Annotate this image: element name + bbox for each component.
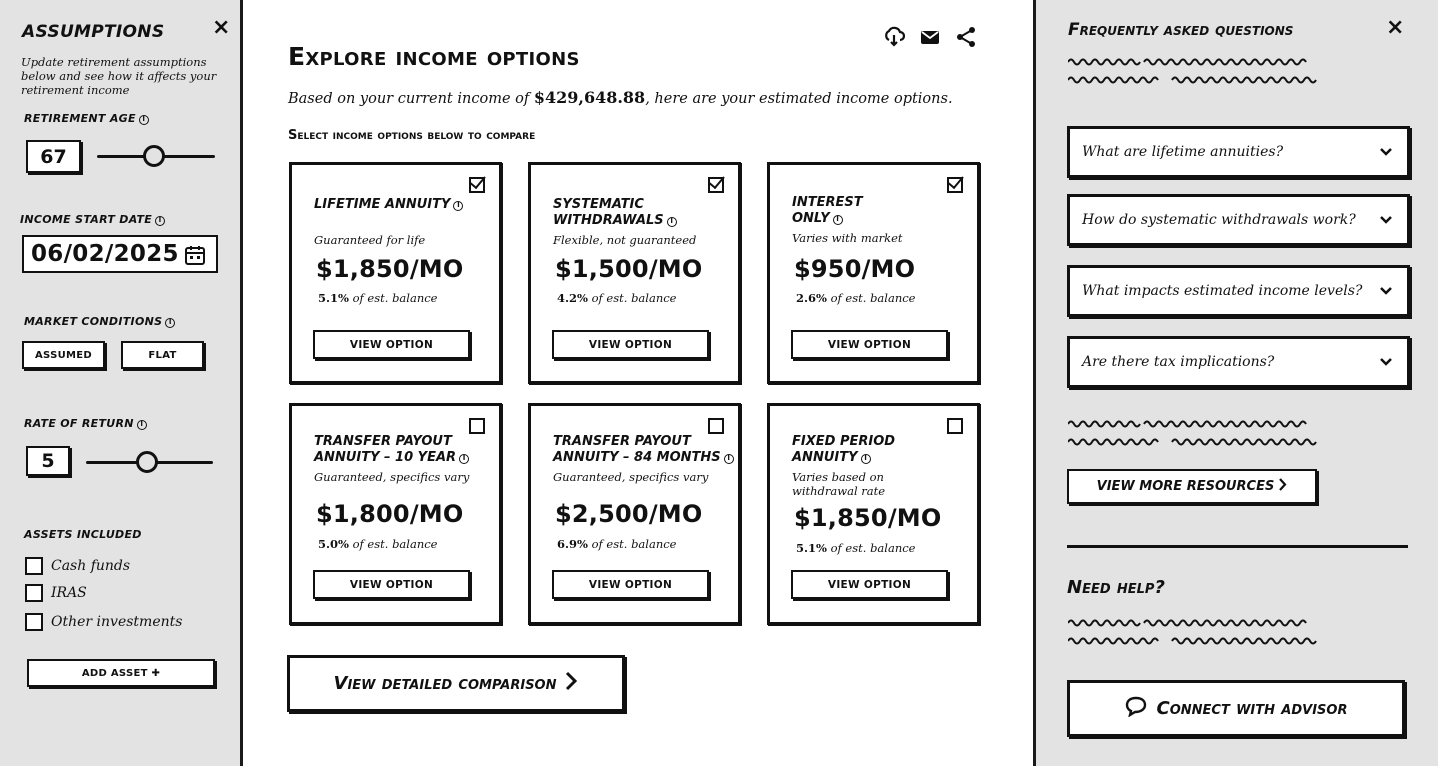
- chevron-down-icon: [1379, 355, 1393, 371]
- faq-question-item[interactable]: Are there tax implications?: [1067, 336, 1410, 388]
- income-option-card[interactable]: [289, 403, 502, 625]
- header-actions: [883, 26, 977, 52]
- asset-checkbox[interactable]: [25, 613, 43, 631]
- option-description: Guaranteed, specifics vary: [314, 470, 470, 484]
- asset-checkbox-row[interactable]: [25, 557, 130, 575]
- view-option-button[interactable]: VIEW OPTION: [791, 330, 948, 359]
- asset-label: IRAS: [51, 585, 87, 601]
- option-title: FIXED PERIOD ANNUITY I: [792, 434, 896, 465]
- income-start-date-input[interactable]: [22, 235, 218, 273]
- placeholder-text-lines: [1068, 56, 1322, 88]
- option-description: Varies based on withdrawal rate: [792, 470, 886, 498]
- download-cloud-icon[interactable]: [883, 26, 905, 52]
- info-icon[interactable]: I: [139, 115, 149, 125]
- close-assumptions-button[interactable]: ×: [212, 15, 231, 40]
- option-amount: $950/MO: [794, 255, 916, 283]
- chat-bubble-icon: [1125, 695, 1147, 722]
- view-more-resources-button[interactable]: VIEW MORE RESOURCES: [1067, 469, 1317, 504]
- select-options-label: Select income options below to compare: [288, 128, 536, 143]
- assumptions-panel: [0, 0, 243, 766]
- option-percent: 5.0% of est. balance: [318, 537, 438, 551]
- retirement-age-slider-handle[interactable]: [143, 145, 165, 167]
- option-amount: $1,850/MO: [794, 504, 942, 532]
- option-amount: $1,500/MO: [555, 255, 703, 283]
- rate-of-return-slider-handle[interactable]: [136, 451, 158, 473]
- income-subtitle: Based on your current income of $429,648.88, here are your estimated income options.: [288, 88, 953, 107]
- info-icon[interactable]: I: [459, 454, 469, 464]
- view-option-button[interactable]: VIEW OPTION: [313, 330, 470, 359]
- info-icon[interactable]: I: [861, 454, 871, 464]
- income-option-card[interactable]: [767, 162, 980, 384]
- main-content: [246, 0, 1033, 766]
- asset-checkbox-row[interactable]: [25, 613, 182, 631]
- rate-of-return-input[interactable]: 5: [26, 446, 70, 476]
- page-title: Explore income options: [288, 42, 580, 71]
- chevron-down-icon: [1379, 284, 1393, 300]
- option-title: TRANSFER PAYOUT ANNUITY – 84 MONTHS I: [553, 434, 738, 466]
- info-icon[interactable]: I: [724, 454, 734, 464]
- option-select-checkbox[interactable]: [708, 177, 724, 193]
- option-amount: $2,500/MO: [555, 500, 703, 528]
- info-icon[interactable]: I: [833, 215, 843, 225]
- option-select-checkbox[interactable]: [947, 418, 963, 434]
- view-option-button[interactable]: VIEW OPTION: [791, 570, 948, 599]
- placeholder-text-lines: [1068, 617, 1322, 649]
- faq-question-item[interactable]: What are lifetime annuities?: [1067, 126, 1410, 178]
- income-option-card[interactable]: [528, 403, 741, 625]
- option-select-checkbox[interactable]: [469, 418, 485, 434]
- option-percent: 6.9% of est. balance: [557, 537, 677, 551]
- asset-checkbox[interactable]: [25, 584, 43, 602]
- asset-checkbox[interactable]: [25, 557, 43, 575]
- rate-of-return-label: RATE OF RETURN I: [24, 417, 147, 430]
- chevron-down-icon: [1379, 213, 1393, 229]
- faq-panel: [1033, 0, 1438, 766]
- market-assumed-button[interactable]: ASSUMED: [22, 341, 105, 369]
- info-icon[interactable]: I: [667, 217, 677, 227]
- view-detailed-comparison-button[interactable]: View detailed comparison: [287, 655, 625, 712]
- view-option-button[interactable]: VIEW OPTION: [313, 570, 470, 599]
- option-select-checkbox[interactable]: [947, 177, 963, 193]
- option-description: Varies with market: [792, 231, 903, 245]
- income-start-date-label: INCOME START DATE I: [20, 213, 165, 226]
- option-description: Guaranteed, specifics vary: [553, 470, 709, 484]
- close-faq-button[interactable]: ×: [1386, 15, 1405, 40]
- placeholder-text-lines: [1068, 418, 1322, 450]
- mail-icon[interactable]: [919, 26, 941, 52]
- market-flat-button[interactable]: FLAT: [121, 341, 204, 369]
- info-icon[interactable]: I: [453, 201, 463, 211]
- add-asset-button[interactable]: ADD ASSET ✚: [27, 659, 215, 687]
- asset-label: Other investments: [51, 614, 183, 630]
- option-description: Guaranteed for life: [314, 233, 426, 247]
- option-amount: $1,800/MO: [316, 500, 464, 528]
- section-divider: [1067, 545, 1408, 548]
- option-title: LIFETIME ANNUITY I: [314, 197, 489, 213]
- faq-question-item[interactable]: What impacts estimated income levels?: [1067, 265, 1410, 317]
- faq-question-item[interactable]: How do systematic withdrawals work?: [1067, 194, 1410, 246]
- option-percent: 5.1% of est. balance: [796, 541, 916, 555]
- chevron-down-icon: [1379, 145, 1393, 161]
- income-option-card[interactable]: [528, 162, 741, 384]
- option-select-checkbox[interactable]: [708, 418, 724, 434]
- asset-checkbox-row[interactable]: [25, 584, 87, 602]
- info-icon[interactable]: I: [165, 318, 175, 328]
- option-percent: 5.1% of est. balance: [318, 291, 438, 305]
- calendar-icon[interactable]: [184, 244, 206, 272]
- chevron-right-icon: [1278, 478, 1287, 495]
- option-title: INTEREST ONLY I: [792, 195, 863, 226]
- faq-title: Frequently asked questions: [1068, 20, 1294, 40]
- retirement-age-input[interactable]: 67: [26, 140, 81, 173]
- market-conditions-label: MARKET CONDITIONS I: [24, 315, 175, 328]
- income-option-card[interactable]: [767, 403, 980, 625]
- option-select-checkbox[interactable]: [469, 177, 485, 193]
- assumptions-title: ASSUMPTIONS: [22, 22, 165, 42]
- share-icon[interactable]: [955, 26, 977, 52]
- info-icon[interactable]: I: [155, 216, 165, 226]
- current-income-value: $429,648.88: [533, 88, 646, 107]
- option-title: SYSTEMATIC WITHDRAWALS I: [553, 197, 728, 229]
- info-icon[interactable]: I: [137, 420, 147, 430]
- view-option-button[interactable]: VIEW OPTION: [552, 570, 709, 599]
- connect-with-advisor-button[interactable]: Connect with advisor: [1067, 680, 1405, 737]
- option-description: Flexible, not guaranteed: [553, 233, 697, 247]
- asset-label: Cash funds: [51, 558, 131, 574]
- option-percent: 4.2% of est. balance: [557, 291, 677, 305]
- chevron-right-icon: [564, 671, 578, 696]
- need-help-title: Need help?: [1067, 577, 1165, 598]
- option-title: TRANSFER PAYOUT ANNUITY – 10 YEAR I: [314, 434, 489, 466]
- view-option-button[interactable]: VIEW OPTION: [552, 330, 709, 359]
- retirement-age-label: RETIREMENT AGE I: [24, 112, 149, 125]
- option-percent: 2.6% of est. balance: [796, 291, 916, 305]
- assets-included-label: ASSETS INCLUDED: [24, 528, 142, 541]
- date-value: 06/02/2025: [31, 241, 179, 267]
- income-option-card[interactable]: [289, 162, 502, 384]
- assumptions-description: Update retirement assumptions below and see how it affects your retirement income: [21, 55, 217, 97]
- option-amount: $1,850/MO: [316, 255, 464, 283]
